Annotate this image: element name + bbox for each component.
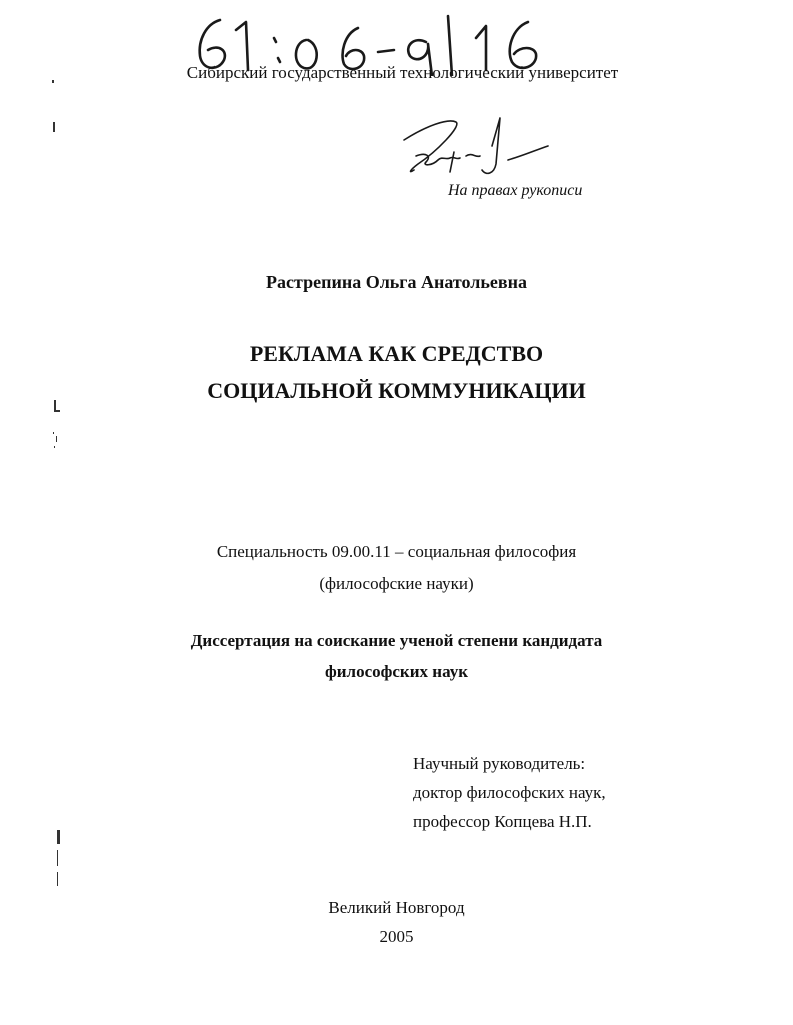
advisor-label: Научный руководитель:	[413, 754, 586, 773]
university-name: Сибирский государственный технологический университет	[186, 63, 619, 82]
scan-margin-marks	[40, 60, 70, 910]
field-of-science: (философские науки)	[319, 574, 474, 593]
scientific-advisor-block	[413, 749, 606, 836]
year: 2005	[379, 927, 414, 946]
author-name: Растрепина Ольга Анатольевна	[266, 272, 527, 292]
advisor-name: профессор Копцева Н.П.	[413, 812, 592, 831]
thesis-title-line-2: СОЦИАЛЬНОЙ КОММУНИКАЦИИ	[207, 378, 586, 403]
advisor-degree: доктор философских наук,	[413, 783, 606, 802]
city: Великий Новгород	[328, 898, 465, 917]
dissertation-purpose-line-1: Диссертация на соискание ученой степени кандидата	[190, 631, 603, 650]
specialty-line: Специальность 09.00.11 – социальная философия	[216, 542, 577, 561]
rights-note: На правах рукописи	[448, 182, 583, 199]
handwritten-signature	[396, 112, 566, 182]
dissertation-purpose-line-2: философских наук	[324, 662, 468, 681]
thesis-title-line-1: РЕКЛАМА КАК СРЕДСТВО	[249, 341, 544, 366]
